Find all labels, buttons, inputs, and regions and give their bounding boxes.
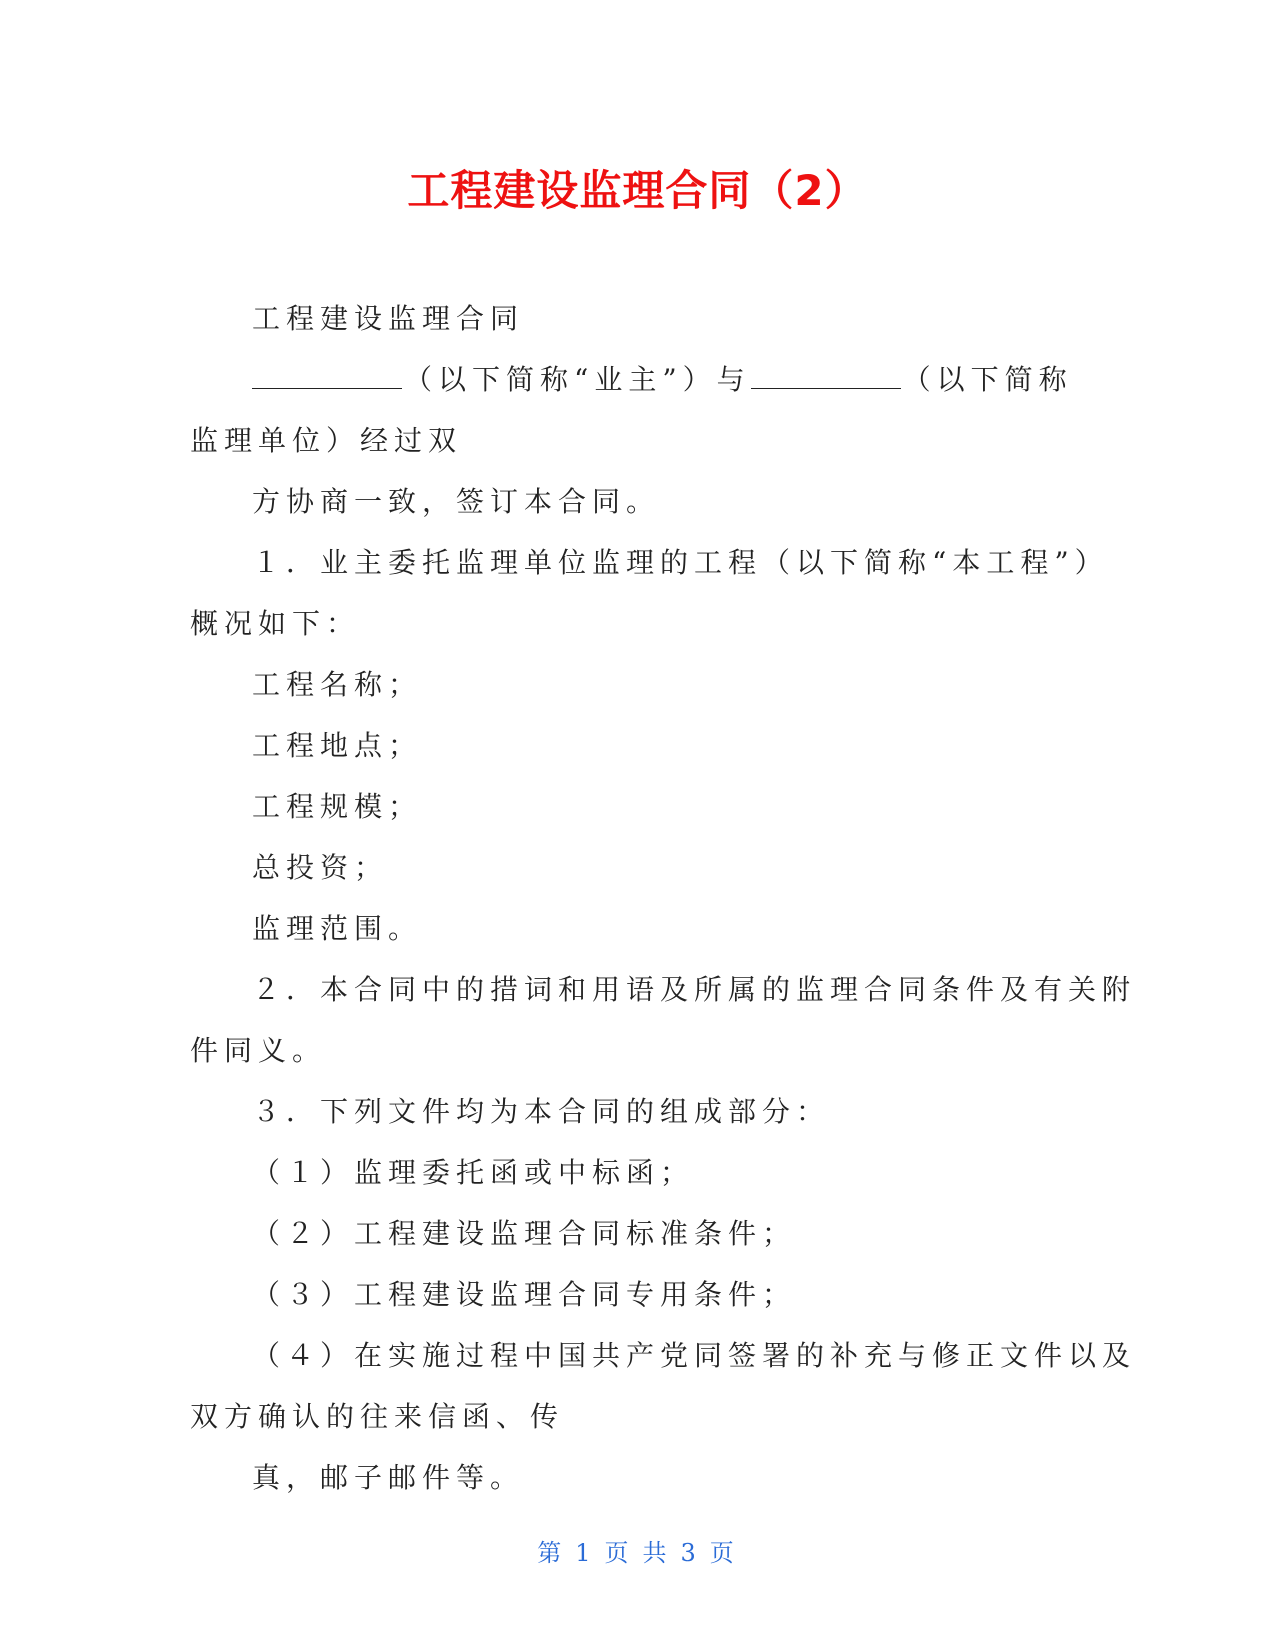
paragraph-line: 监理单位）经过双 xyxy=(190,424,463,457)
blank-underline-owner xyxy=(252,366,402,389)
paragraph-line: 概况如下： xyxy=(190,607,361,640)
paragraph-line: 工程地点； xyxy=(252,729,423,762)
footer-total-unit: 页 xyxy=(709,1539,738,1567)
footer-total-word: 共 xyxy=(642,1539,671,1567)
paragraph-line: （２）工程建设监理合同标准条件； xyxy=(252,1217,797,1250)
text-segment: （以下简称“业主”）与 xyxy=(404,363,751,396)
paragraph-line: ３．下列文件均为本合同的组成部分： xyxy=(252,1095,831,1128)
paragraph-line: （４）在实施过程中国共产党同签署的补充与修正文件以及 xyxy=(252,1339,1137,1372)
text-segment: （以下简称 xyxy=(902,363,1073,396)
paragraph-line: （３）工程建设监理合同专用条件； xyxy=(252,1278,797,1311)
footer-page-word: 第 xyxy=(537,1539,566,1567)
paragraph-line: 工程名称； xyxy=(252,668,423,701)
footer-page-number: 1 xyxy=(575,1539,595,1567)
document-body xyxy=(190,288,1137,1508)
footer-page-unit: 页 xyxy=(604,1539,633,1567)
page-footer xyxy=(0,1533,1275,1568)
paragraph-line: 方协商一致，签订本合同。 xyxy=(252,485,661,518)
paragraph-line: （１）监理委托函或中标函； xyxy=(252,1156,695,1189)
paragraph-line: 总投资； xyxy=(252,851,389,884)
paragraph-line: 双方确认的往来信函、传 xyxy=(190,1400,565,1433)
paragraph-line: 件同义。 xyxy=(190,1034,327,1067)
footer-total-number: 3 xyxy=(680,1539,700,1567)
paragraph-line: 工程建设监理合同 xyxy=(252,302,525,335)
paragraph-line: １．业主委托监理单位监理的工程（以下简称“本工程”） xyxy=(252,546,1109,579)
blank-underline-supervisor xyxy=(751,366,901,389)
paragraph-line: 监理范围。 xyxy=(252,912,423,945)
paragraph-line: ２．本合同中的措词和用语及所属的监理合同条件及有关附 xyxy=(252,973,1137,1006)
paragraph-line: 工程规模； xyxy=(252,790,423,823)
paragraph-line xyxy=(190,349,1073,410)
document-title: 工程建设监理合同（2） xyxy=(407,166,868,215)
paragraph-line: 真，邮子邮件等。 xyxy=(252,1461,525,1494)
